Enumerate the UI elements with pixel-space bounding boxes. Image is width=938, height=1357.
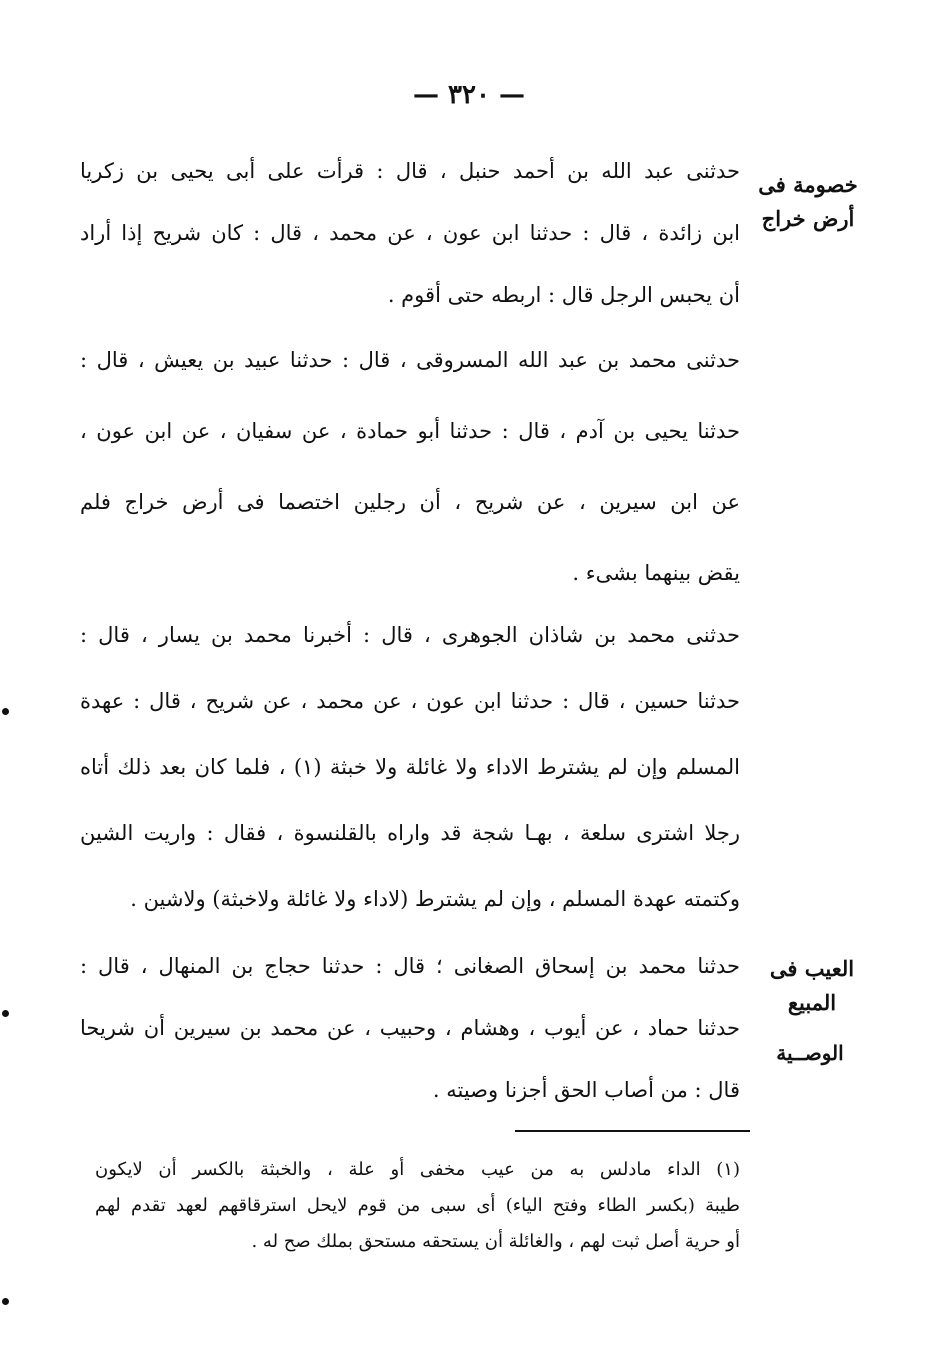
paragraph-4 bbox=[80, 935, 740, 1121]
binding-mark bbox=[2, 708, 9, 715]
margin-note-defect bbox=[752, 952, 872, 1020]
text-line: حدثنا حماد ، عن أيوب ، وهشام ، وحبيب ، عن محمد بن سيرين أن شريحا bbox=[80, 1016, 740, 1040]
footnote-line: أو حرية أصل ثبت لهم ، والغائلة أن يستحقه مستحق بملك صح له . bbox=[251, 1231, 740, 1252]
margin-note-line: العيب فى المبيع bbox=[769, 956, 855, 1015]
text-line: رجلا اشترى سلعة ، بهـا شجة قد واراه بالقلنسوة ، فقال : واريت الشين bbox=[80, 821, 740, 845]
page-number: — ٣٢٠ — bbox=[412, 80, 526, 110]
text-line: ابن زائدة ، قال : حدثنا ابن عون ، عن محمد ، قال : كان شريح إذا أراد bbox=[80, 221, 740, 245]
paragraph-2 bbox=[80, 325, 740, 609]
text-line: حدثنا محمد بن إسحاق الصغانى ؛ قال : حدثنا حجاج بن المنهال ، قال : bbox=[80, 954, 740, 978]
margin-note-will bbox=[760, 1036, 860, 1070]
text-line: حدثنا يحيى بن آدم ، قال : حدثنا أبو حمادة ، عن سفيان ، عن ابن عون ، bbox=[80, 419, 740, 443]
margin-note-line: أرض خراج bbox=[761, 206, 855, 231]
text-line: المسلم وإن لم يشترط الاداء ولا غائلة ولا خبثة (١) ، فلما كان بعد ذلك أتاه bbox=[80, 755, 740, 779]
text-line: حدثنى محمد بن شاذان الجوهرى ، قال : أخبرنا محمد بن يسار ، قال : bbox=[80, 623, 740, 647]
margin-note-dispute bbox=[748, 168, 868, 236]
text-line: حدثنا حسين ، قال : حدثنا ابن عون ، عن محمد ، عن شريح ، قال : عهدة bbox=[80, 689, 740, 713]
footnote-line: (١) الداء مادلس به من عيب مخفى أو علة ، والخبثة بالكسر أن لايكون bbox=[95, 1159, 740, 1180]
paragraph-3 bbox=[80, 602, 740, 932]
text-line: حدثنى عبد الله بن أحمد حنبل ، قال : قرأت على أبى يحيى بن زكريا bbox=[80, 159, 740, 183]
text-line: يقض بينهما بشىء . bbox=[572, 561, 740, 585]
footnote-line: طيبة (بكسر الطاء وفتح الياء) أى سبى من قوم لايحل استرقاقهم لعهد تقدم لهم bbox=[95, 1195, 740, 1216]
text-line: حدثنى محمد بن عبد الله المسروقى ، قال : حدثنا عبيد بن يعيش ، قال : bbox=[80, 348, 740, 372]
margin-note-line: خصومة فى bbox=[758, 172, 858, 197]
footnotes bbox=[95, 1152, 740, 1260]
text-line: قال : من أصاب الحق أجزنا وصيته . bbox=[432, 1078, 740, 1102]
text-line: أن يحبس الرجل قال : اربطه حتى أقوم . bbox=[387, 283, 740, 307]
paragraph-1 bbox=[80, 140, 740, 326]
text-line: عن ابن سيرين ، عن شريح ، أن رجلين اختصما فى أرض خراج فلم bbox=[80, 490, 740, 514]
footnote-divider bbox=[515, 1130, 750, 1132]
margin-note-line: الوصــية bbox=[776, 1041, 844, 1065]
binding-mark bbox=[2, 1010, 9, 1017]
binding-mark bbox=[2, 1298, 9, 1305]
text-line: وكتمته عهدة المسلم ، وإن لم يشترط (لاداء ولا غائلة ولاخبثة) ولاشين . bbox=[130, 887, 740, 911]
